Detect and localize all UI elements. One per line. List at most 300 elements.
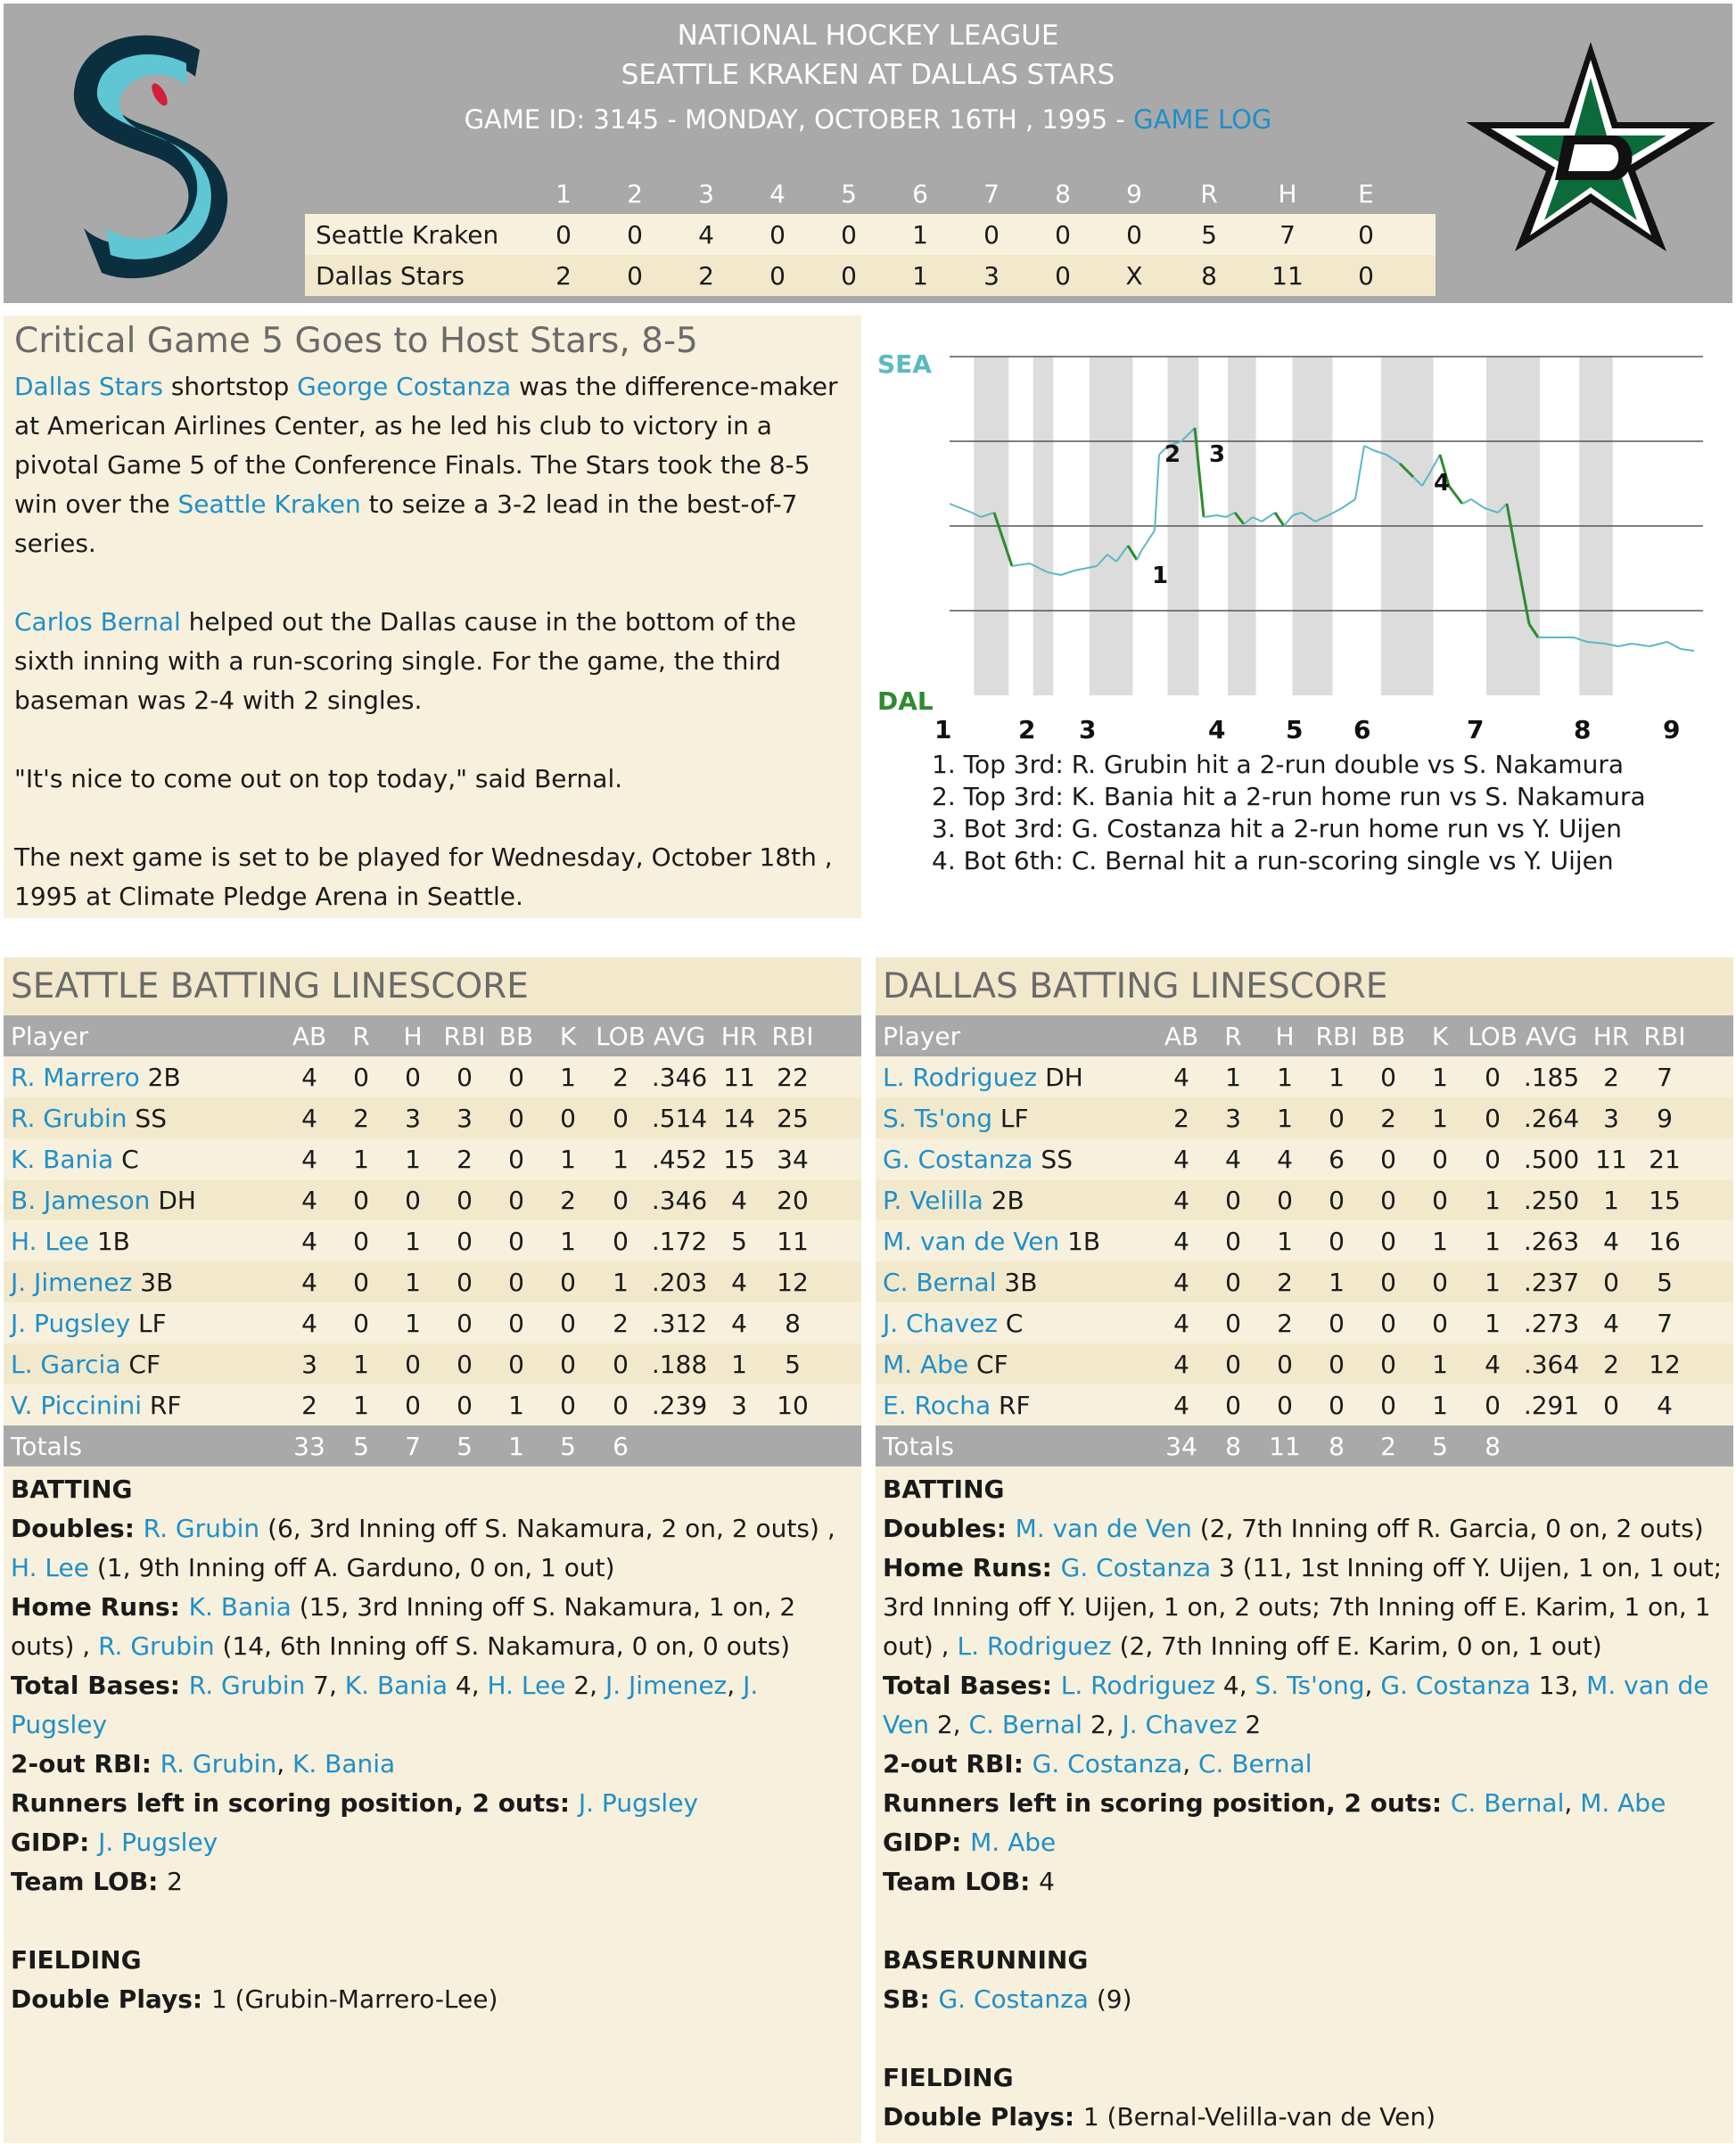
linescore-table	[305, 173, 1436, 296]
rlisp-line	[11, 1784, 854, 1823]
player-cell	[4, 1186, 284, 1215]
stat-cell: 0	[560, 1390, 576, 1420]
total-cell: 8	[1485, 1431, 1501, 1461]
player-cell	[876, 1104, 1156, 1133]
totals-row	[876, 1425, 1733, 1466]
player-link[interactable]: R. Grubin	[160, 1749, 277, 1778]
player-cell	[876, 1063, 1156, 1092]
total-cell: 11	[1269, 1431, 1301, 1461]
text: 4,	[1215, 1671, 1255, 1700]
stat-cell: 1	[1432, 1062, 1448, 1092]
player-link[interactable]: J. Jimenez	[11, 1267, 133, 1297]
stat-cell: 1	[405, 1308, 421, 1338]
text: (14, 6th Inning off S. Nakamura, 0 on, 0 outs)	[214, 1631, 791, 1661]
player-position: 3B	[140, 1267, 174, 1297]
table-row	[876, 1220, 1733, 1261]
player-link[interactable]: L. Rodriguez	[957, 1631, 1112, 1661]
stat-cell: .185	[1523, 1062, 1580, 1092]
stat-cell: .239	[651, 1390, 708, 1420]
linescore-col-4: 4	[769, 178, 786, 209]
probability-segment	[1471, 499, 1485, 508]
stat-cell: 0	[1225, 1185, 1241, 1215]
text: helped out the Dallas cause in the bottom of the sixth inning with a run-scoring single. For the game, the third baseman was 2-4 with 2 singles.	[14, 607, 796, 715]
player-position: C	[1005, 1308, 1024, 1338]
stat-cell: 1	[1485, 1185, 1501, 1215]
player-link[interactable]: J. Pugsley	[11, 1308, 131, 1338]
stat-cell: 4	[731, 1308, 747, 1338]
player-cell	[876, 1186, 1156, 1215]
stat-cell: 0	[1380, 1390, 1396, 1420]
stat-cell: 0	[508, 1349, 524, 1379]
stat-cell: 0	[1380, 1144, 1396, 1174]
player-link[interactable]: E. Rocha	[883, 1390, 991, 1420]
probability-segment	[1137, 551, 1141, 560]
text: 13,	[1530, 1671, 1587, 1700]
player-link[interactable]: P. Velilla	[883, 1185, 983, 1215]
player-link[interactable]: K. Bania	[344, 1671, 448, 1700]
table-row	[876, 1261, 1733, 1302]
player-link[interactable]: C. Bernal	[968, 1710, 1082, 1739]
stat-cell: 0	[353, 1062, 369, 1092]
stat-cell: 2	[1173, 1103, 1189, 1133]
stat-cell: 0	[560, 1308, 576, 1338]
player-cell	[4, 1268, 284, 1297]
win-probability-chart	[874, 339, 1721, 891]
linescore-col-e: E	[1358, 178, 1374, 209]
stat-cell: 0	[1277, 1349, 1293, 1379]
stat-cell: 0	[1485, 1062, 1501, 1092]
column-header: R	[1224, 1021, 1242, 1051]
stat-cell: 4	[1173, 1185, 1189, 1215]
stat-cell: 3	[731, 1390, 747, 1420]
stat-cell: 1	[1277, 1103, 1293, 1133]
label: 2-out RBI:	[11, 1749, 160, 1778]
stat-cell: 0	[508, 1308, 524, 1338]
doubles-line	[11, 1509, 854, 1588]
player-link[interactable]: M. Abe	[1580, 1788, 1666, 1818]
player-cell	[4, 1309, 284, 1338]
stat-cell: 12	[777, 1267, 809, 1297]
player-link[interactable]: L. Garcia	[11, 1349, 121, 1379]
stat-cell: 0	[1329, 1308, 1345, 1338]
text: (6, 3rd Inning off S. Nakamura, 2 on, 2 outs) ,	[259, 1514, 835, 1543]
stat-cell: 0	[405, 1185, 421, 1215]
label: Home Runs:	[883, 1553, 1061, 1582]
text: 2	[1237, 1710, 1262, 1739]
stat-cell: 2	[457, 1144, 473, 1174]
stat-cell: 0	[613, 1103, 629, 1133]
stat-cell: 1	[1432, 1226, 1448, 1256]
column-header: AVG	[1525, 1021, 1578, 1051]
linescore-row-seattle	[305, 214, 1436, 255]
player-link[interactable]: G. Costanza	[938, 1984, 1089, 2014]
inning-labels	[934, 715, 1680, 744]
player-link[interactable]: M. van de Ven	[883, 1671, 1709, 1739]
player-link[interactable]: J. Pugsley	[98, 1828, 218, 1857]
total-cell: 8	[1225, 1431, 1241, 1461]
player-position: CF	[976, 1349, 1008, 1379]
player-link[interactable]: C. Bernal	[1198, 1749, 1312, 1778]
stolen-bases-line	[883, 1980, 1726, 2019]
probability-segment	[1355, 446, 1364, 499]
stat-cell: 0	[1225, 1390, 1241, 1420]
player-position: LF	[1000, 1103, 1029, 1133]
team-link[interactable]: Seattle Kraken	[177, 489, 361, 519]
stat-cell: .203	[651, 1267, 708, 1297]
batting-heading: BATTING	[883, 1475, 1005, 1504]
label: Total Bases:	[11, 1671, 189, 1700]
player-link[interactable]: H. Lee	[11, 1226, 89, 1256]
baserunning-heading: BASERUNNING	[883, 1945, 1089, 1975]
stat-cell: 0	[508, 1185, 524, 1215]
stat-cell: 1	[353, 1390, 369, 1420]
stat-cell: 1	[1277, 1226, 1293, 1256]
gidp-line	[11, 1823, 854, 1862]
stat-cell: 1	[560, 1144, 576, 1174]
text: 2,	[565, 1671, 605, 1700]
table-row	[876, 1179, 1733, 1220]
stat-cell: 3	[1603, 1103, 1619, 1133]
text: (9)	[1088, 1984, 1132, 2014]
column-header: RBI	[1643, 1021, 1686, 1051]
stat-cell: 0	[560, 1103, 576, 1133]
stat-cell: 1	[1485, 1267, 1501, 1297]
player-position: RF	[149, 1390, 182, 1420]
player-link[interactable]: M. Abe	[970, 1828, 1057, 1857]
event-marker: 1	[1152, 563, 1169, 589]
label: Runners left in scoring position, 2 outs:	[11, 1788, 579, 1818]
table-row	[4, 1220, 861, 1261]
player-link[interactable]: J. Pugsley	[578, 1788, 699, 1818]
player-link[interactable]: L. Rodriguez	[883, 1062, 1038, 1092]
stat-cell: 3	[405, 1103, 421, 1133]
linescore-row-dallas	[305, 255, 1436, 296]
label: GIDP:	[11, 1828, 99, 1857]
stat-cell: 11	[777, 1226, 809, 1256]
stat-cell: 1	[508, 1390, 524, 1420]
total-bases-line	[883, 1666, 1726, 1745]
stat-cell: 4	[301, 1226, 317, 1256]
player-link[interactable]: J. Chavez	[883, 1308, 999, 1338]
label: Total Bases:	[883, 1671, 1061, 1700]
event-marker: 4	[1434, 470, 1451, 497]
stat-cell: 0	[560, 1349, 576, 1379]
player-position: C	[121, 1144, 139, 1174]
stat-cell: 1	[1432, 1103, 1448, 1133]
stat-cell: 4	[1173, 1144, 1189, 1174]
stat-cell: 0	[1603, 1267, 1619, 1297]
player-link[interactable]: H. Lee	[487, 1671, 566, 1700]
stat-cell: 2	[613, 1308, 629, 1338]
stat-cell: 0	[1277, 1390, 1293, 1420]
probability-segment	[1681, 649, 1694, 651]
stat-cell: 1	[1603, 1185, 1619, 1215]
column-header: Player	[11, 1021, 89, 1051]
stat-cell: 25	[777, 1103, 809, 1133]
player-link[interactable]: C. Bernal	[1450, 1788, 1565, 1818]
text: 2,	[1082, 1710, 1123, 1739]
linescore-cell: 0	[769, 260, 786, 291]
total-cell: 1	[508, 1431, 524, 1461]
linescore-cell: 8	[1201, 260, 1217, 291]
stat-cell: 1	[560, 1226, 576, 1256]
total-cell: 5	[560, 1431, 576, 1461]
player-link[interactable]: C. Bernal	[883, 1267, 997, 1297]
column-header: LOB	[596, 1021, 646, 1051]
stat-cell: 5	[785, 1349, 801, 1379]
player-link[interactable]: H. Lee	[11, 1553, 89, 1582]
linescore-cell: 4	[698, 219, 714, 250]
stat-cell: 0	[457, 1267, 473, 1297]
player-link[interactable]: Carlos Bernal	[14, 607, 181, 637]
league-title: NATIONAL HOCKEY LEAGUE	[677, 20, 1059, 52]
stat-cell: 11	[1595, 1144, 1627, 1174]
stat-cell: 0	[457, 1185, 473, 1215]
text: ,	[727, 1671, 744, 1700]
text: 7,	[305, 1671, 345, 1700]
text: (2, 7th Inning off E. Karim, 0 on, 1 out)	[1111, 1631, 1602, 1661]
player-link[interactable]: G. Costanza	[1032, 1749, 1183, 1778]
column-header: K	[1431, 1021, 1449, 1051]
stat-cell: 0	[508, 1144, 524, 1174]
table-row	[4, 1261, 861, 1302]
player-link[interactable]: J. Pugsley	[11, 1671, 759, 1739]
player-link[interactable]: George Costanza	[297, 372, 512, 401]
probability-segment	[1012, 563, 1030, 566]
stat-cell: 0	[1329, 1349, 1345, 1379]
stat-cell: .346	[651, 1185, 708, 1215]
stat-cell: 4	[731, 1267, 747, 1297]
dallas-batting-title: DALLAS BATTING LINESCORE	[876, 957, 1733, 1015]
stat-cell: 4	[1603, 1308, 1619, 1338]
player-link[interactable]: G. Costanza	[883, 1144, 1033, 1174]
stat-cell: 2	[1380, 1103, 1396, 1133]
probability-segment	[1284, 515, 1293, 526]
stat-cell: 1	[1432, 1390, 1448, 1420]
text: (15, 3rd Inning off S. Nakamura, 1 on, 2 outs) ,	[11, 1592, 796, 1661]
player-link[interactable]: S. Ts'ong	[1255, 1671, 1365, 1700]
label: Home Runs:	[11, 1592, 189, 1622]
fielding-heading: FIELDING	[11, 1945, 142, 1975]
table-row	[4, 1097, 861, 1138]
team-link[interactable]: Dallas Stars	[14, 372, 163, 401]
probability-segment	[1632, 644, 1650, 646]
stat-cell: .312	[651, 1308, 708, 1338]
column-header: HR	[720, 1021, 758, 1051]
player-link[interactable]: S. Ts'ong	[883, 1103, 992, 1133]
stat-cell: 4	[1277, 1144, 1293, 1174]
stat-cell: 4	[1225, 1144, 1241, 1174]
player-link[interactable]: G. Costanza	[1380, 1671, 1531, 1700]
batting-header-row	[4, 1015, 861, 1056]
stat-cell: 0	[1432, 1185, 1448, 1215]
linescore-cell: 0	[627, 219, 643, 250]
recap-paragraph	[14, 367, 851, 563]
stat-cell: 0	[405, 1390, 421, 1420]
stat-cell: 0	[508, 1103, 524, 1133]
double-plays-line	[11, 1980, 854, 2019]
stat-cell: 1	[1277, 1062, 1293, 1092]
stat-cell: 34	[777, 1144, 809, 1174]
stat-cell: 0	[457, 1226, 473, 1256]
linescore-cell: 0	[1358, 260, 1374, 291]
seattle-batting-notes	[4, 1470, 861, 2019]
player-link[interactable]: R. Grubin	[98, 1631, 215, 1661]
column-header: RBI	[1315, 1021, 1358, 1051]
player-link[interactable]: K. Bania	[292, 1749, 396, 1778]
stat-cell: 3	[301, 1349, 317, 1379]
player-link[interactable]: L. Rodriguez	[1060, 1671, 1215, 1700]
recap-quote: "It's nice to come out on top today," said Bernal.	[14, 764, 623, 793]
stat-cell: 0	[1329, 1226, 1345, 1256]
player-link[interactable]: V. Piccinini	[11, 1390, 143, 1420]
stat-cell: 0	[613, 1390, 629, 1420]
table-row	[876, 1097, 1733, 1138]
stat-cell: 4	[301, 1308, 317, 1338]
recap-next-game: The next game is set to be played for Wednesday, October 18th , 1995 at Climate Pledge Arena in Seattle.	[14, 842, 833, 911]
label: GIDP:	[883, 1828, 971, 1857]
text: ,	[1182, 1749, 1198, 1778]
player-link[interactable]: R. Grubin	[188, 1671, 306, 1700]
seattle-batting-table	[4, 1015, 861, 1466]
text: 2,	[928, 1710, 969, 1739]
column-header: BB	[498, 1021, 534, 1051]
player-position: 2B	[991, 1185, 1024, 1215]
linescore-cell: 0	[1055, 219, 1071, 250]
stat-cell: 4	[301, 1267, 317, 1297]
player-link[interactable]: J. Chavez	[1122, 1710, 1238, 1739]
event-marker: 2	[1164, 441, 1181, 468]
win-probability-graph	[874, 339, 1721, 749]
linescore-col-9: 9	[1126, 178, 1142, 209]
player-link[interactable]: G. Costanza	[1060, 1553, 1212, 1582]
game-header	[4, 4, 1732, 303]
inning-label: 2	[1018, 715, 1036, 744]
table-row	[4, 1138, 861, 1179]
game-recap	[4, 316, 861, 918]
team-lob-line	[883, 1862, 1726, 1902]
stat-cell: 15	[723, 1144, 755, 1174]
player-position: RF	[999, 1390, 1031, 1420]
player-cell	[876, 1309, 1156, 1338]
stat-cell: 16	[1649, 1226, 1681, 1256]
linescore-cell: 0	[841, 260, 857, 291]
stat-cell: 9	[1657, 1103, 1673, 1133]
stat-cell: 0	[508, 1226, 524, 1256]
stat-cell: 7	[1657, 1062, 1673, 1092]
stat-cell: 0	[1432, 1144, 1448, 1174]
probability-segment	[1204, 515, 1217, 517]
home-runs-line	[11, 1588, 854, 1666]
column-header: AB	[292, 1021, 327, 1051]
stat-cell: 2	[1603, 1062, 1619, 1092]
player-position: 1B	[96, 1226, 130, 1256]
total-cell: 5	[457, 1431, 473, 1461]
player-position: SS	[1041, 1144, 1073, 1174]
linescore-cell: 0	[769, 219, 786, 250]
inning-label: 5	[1286, 715, 1304, 744]
label: Doubles:	[883, 1514, 1016, 1543]
stat-cell: .514	[651, 1103, 708, 1133]
stat-cell: 0	[1603, 1390, 1619, 1420]
stat-cell: .364	[1523, 1349, 1580, 1379]
stat-cell: 4	[1173, 1349, 1189, 1379]
seattle-batting-title: SEATTLE BATTING LINESCORE	[4, 957, 861, 1015]
total-cell: 5	[1432, 1431, 1448, 1461]
total-cell: 5	[353, 1431, 369, 1461]
label: Doubles:	[11, 1514, 144, 1543]
player-link[interactable]: B. Jameson	[11, 1185, 151, 1215]
text: 3 (11, 1st Inning off Y. Uijen, 1 on, 1 out; 3rd Inning off Y. Uijen, 1 on, 2 outs; 7th Inning off E. Karim, 1 on, 1 out) ,	[883, 1553, 1723, 1661]
player-link[interactable]: R. Marrero	[11, 1062, 140, 1092]
text: to seize a 3-2 lead in the best-of-7 series.	[14, 489, 798, 558]
player-cell	[876, 1350, 1156, 1379]
player-position: DH	[158, 1185, 196, 1215]
player-link[interactable]: J. Jimenez	[605, 1671, 728, 1700]
player-link[interactable]: K. Bania	[11, 1144, 114, 1174]
player-cell	[876, 1391, 1156, 1420]
player-link[interactable]: R. Grubin	[143, 1514, 260, 1543]
stat-cell: 20	[777, 1185, 809, 1215]
doubles-line	[883, 1509, 1726, 1548]
stat-cell: 1	[405, 1267, 421, 1297]
player-cell	[4, 1104, 284, 1133]
stat-cell: 2	[301, 1390, 317, 1420]
dallas-batting-panel	[876, 957, 1733, 2143]
stat-cell: 1	[1329, 1267, 1345, 1297]
probability-segment	[1449, 486, 1462, 504]
stat-cell: 0	[1432, 1308, 1448, 1338]
stat-cell: 1	[353, 1144, 369, 1174]
linescore-col-1: 1	[555, 178, 572, 209]
linescore-col-h: H	[1278, 178, 1297, 209]
player-link[interactable]: K. Bania	[188, 1592, 292, 1622]
stat-cell: 0	[457, 1349, 473, 1379]
linescore-cell: 0	[1055, 260, 1071, 291]
stat-cell: 2	[1277, 1308, 1293, 1338]
stat-cell: 0	[560, 1267, 576, 1297]
stat-cell: 1	[1485, 1226, 1501, 1256]
stat-cell: 1	[405, 1226, 421, 1256]
linescore-cell: 0	[1358, 219, 1374, 250]
column-header: Player	[883, 1021, 961, 1051]
table-row	[4, 1343, 861, 1384]
stat-cell: 0	[1225, 1349, 1241, 1379]
event-note: 4. Bot 6th: C. Bernal hit a run-scoring single vs Y. Uijen	[932, 846, 1614, 875]
stat-cell: 0	[1380, 1185, 1396, 1215]
player-link[interactable]: R. Grubin	[11, 1103, 128, 1133]
dallas-batting-notes	[876, 1470, 1733, 2137]
game-log-link[interactable]: GAME LOG	[1133, 104, 1272, 135]
linescore-col-7: 7	[983, 178, 1000, 209]
player-link[interactable]: M. van de Ven	[883, 1226, 1060, 1256]
player-position: 1B	[1067, 1226, 1101, 1256]
text: was the difference-maker at American Airlines Center, as he led his club to victory in a pivotal Game 5 of the Conference Finals. The Stars took the 8-5 win over the	[14, 372, 838, 519]
stat-cell: 1	[1432, 1349, 1448, 1379]
stat-cell: 0	[1432, 1267, 1448, 1297]
player-link[interactable]: M. Abe	[883, 1349, 969, 1379]
event-note: 2. Top 3rd: K. Bania hit a 2-run home run vs S. Nakamura	[932, 782, 1646, 811]
stat-cell: 6	[1329, 1144, 1345, 1174]
column-header: R	[352, 1021, 370, 1051]
label: SB:	[883, 1984, 939, 2014]
stat-cell: 4	[301, 1103, 317, 1133]
batting-header-row	[876, 1015, 1733, 1056]
player-link[interactable]: M. van de Ven	[1015, 1514, 1192, 1543]
player-position: DH	[1045, 1062, 1083, 1092]
double-plays-line	[883, 2098, 1726, 2137]
text: ,	[1564, 1788, 1581, 1818]
